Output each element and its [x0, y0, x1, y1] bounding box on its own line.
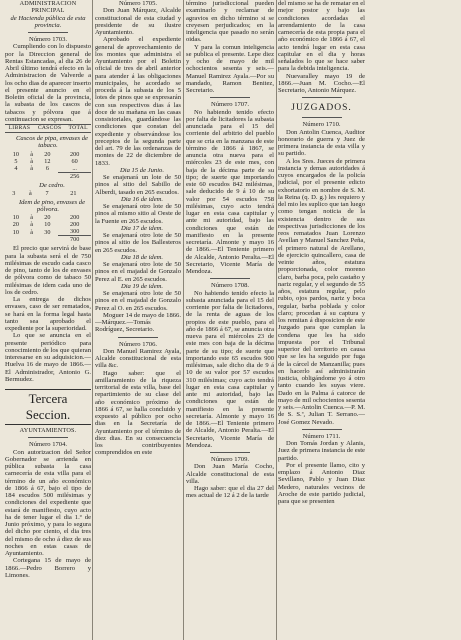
column-rule [92, 0, 93, 640]
notice-paragraph: Cumpliendo con lo dispuesto por la Direccion general de Rentas Estancadas, al dia 26 de Abril último tendrá efecto en la Administracion de Valverde a los ocho dias de aparecer inserto el presente anuncio en el Boletin oficial de la provincia, la subasta de los cascos de tabacos y pólvora que á continuacion se expresan. [5, 43, 91, 123]
notice-paragraph: Cortegana 15 de mayo de 1866.—Pedro Borrero y Limones. [5, 557, 91, 579]
table-row: 20 à 10 200 [12, 221, 80, 229]
date-heading: Dia 15 de Junio. [120, 166, 164, 174]
divider [210, 97, 250, 98]
table-row: 10 à 30 300 [12, 228, 80, 236]
section-heading-juzgados: JUZGADOS. [291, 103, 352, 114]
notice-paragraph: No habiendo tenido efecto por falta de licitadores la subasta anunciada para el 15 del corriente del arbitrio del pueblo que se cria en la manzana de este término de 1866 á 1867, se anuncia otra nueva para el miércoles 23 de este mes, con baja de la décima parte de su tipo; de suerte que importando este 60 escudos 842 milésimas, sale deducido de 9 á 10 de su valor por 54 escudos 758 milésimas, cuyo acto tendrá lugar en esta casa capitular y ante mi autoridad, bajo las condiciones que están de manifiesto en la presente secretaría. Almonte y mayo 16 de 1866.—El Teniente primero de Alcalde, Antonio Peralta.—El Secretario, Vicente María de Mendoza. [186, 108, 274, 275]
divider [28, 32, 68, 33]
notice-paragraph: Lo que se anuncia en el presente periódico para conocimiento de los que quieran interesarse en su adquisicion.—Huelva 16 de mayo de 1866.—El Administrador, Antonio G. Bermudez. [5, 332, 91, 383]
table-caption: De cedro. [39, 181, 65, 189]
notice-paragraph: Se enajenará otro lote de 50 pinos al sitio de los Ballesteros en 265 escudos. [95, 232, 181, 254]
table-total-row: 700 [5, 236, 91, 244]
notice-paragraph: Se enajenará un lote de 50 pinos al sitio del Sabillo de Alberdi, tasado en 265 escudos. [95, 174, 181, 196]
divider [302, 117, 342, 118]
notice-paragraph: Don Juan María Cocho, Alcalde constitucional de esta villa. [186, 463, 274, 485]
notice-paragraph: Por el presente llamo, cito y emplazo á Antonio Diaz Sevillano, Pablo y Juan Diaz Medero, naturales vecinos de Aroche de este partido judicial, para que se presenten [278, 461, 365, 505]
notice-number: Número 1706. [118, 340, 158, 348]
column-2 [95, 0, 181, 640]
date-heading: Dia 18 de idem. [120, 253, 164, 261]
table-header: LIBRAS [5, 125, 34, 133]
office-subheading: de Hacienda pública de esta provincia. [10, 14, 86, 29]
column-rule [276, 0, 277, 640]
notice-number: Número 1710. [302, 121, 341, 129]
table-group-3 [5, 214, 91, 243]
table-row: 4 à 6 ... [14, 164, 77, 172]
notice-paragraph: término jurisdiccional pueden examinarlo y reclamar de agravios en dicho término si se creyesen perjudicados; en la inteligencia que pasado no serán oidas. [186, 0, 274, 44]
column-rule [183, 0, 184, 640]
notice-paragraph: Se enajenará otro lote de 50 pinos en el majadal de Gonzalo Perez al E. en 265 escudos. [95, 261, 181, 283]
notice-paragraph: La entrega de dichos envases, caso de ser rematados, se hará en la forma legal hasta tanto sea aprobado el expediente por la superioridad. [5, 296, 91, 332]
notice-number: Número 1704. [28, 441, 68, 449]
notice-number: Número 1709. [210, 456, 250, 463]
notice-number: Número 1703. [28, 36, 68, 43]
casks-table [5, 124, 91, 133]
section-title: Tercera Seccion. [5, 389, 91, 425]
notice-signature: Moguer 14 de mayo de 1866.—Márquez.—Tomás Rodríguez, Secretario. [95, 311, 181, 334]
table-row: 3 à 7 21 [12, 189, 77, 197]
notice-paragraph: Don Manuel Ramirez Ayala, Alcalde constitucional de esta villa &c. [95, 347, 181, 370]
table-row: 10 à 20 200 [12, 214, 80, 222]
divider [302, 429, 342, 430]
notice-paragraph: A los Sres. Jueces de primera instancia y demas autoridades á cuyos encargados de la policía judicial, por el presente edicto exhortatorio en nombre de S. M. la Reina (q. D. g.) les requiero y del mio les suplico que tan luego como tengan noticia de la existencia dentro de sus respectivas jurisdicciones de los reos rematados Juan Lorenzo Avellan y Manuel Sanchez Peña, el primero natural de Arellano, de ejercicio quincallero, casa de veinte años, estatura proporcionada, color moreno claro, barba poca, pelo castaño y nariz regular, y el segundo de 55 años, estatura regular, pelo rubio, ojos pardos, nariz y boca regular, barba poblada y color claro; procedan á su captura y los remitan á disposicion de este Juzgado para que cumplan la condena que les ha sido impuesta por el Tribunal superior del territorio en causa que se les ha seguido por fuga de la cárcel de Manzanilla; pues en hacerlo así administrarán justicia, obligándome yo á otro tanto cuando les suyas viere. Dado en la Palma á catorce de mayo de mil ochocientos sesenta y seis.—Antolin Cuenca.—P. M. de S. S.ª, Julian T. Serrano.—José Gomez Nevado. [278, 157, 365, 426]
table-row: 5 à 12 60 [14, 157, 78, 165]
divider [210, 278, 250, 279]
table-group-2 [5, 190, 91, 197]
notice-paragraph: Se enajenará otro lote de 50 pinos en el majadal de Gonzalo Perez al O. en 265 escudos. [95, 290, 181, 312]
notice-paragraph: del mismo se ha de rematar en el mejor postor y bajo las condiciones acordadas el arrendamiento de la casa carnecería de esta propia para el año económico de 1866 á 67, el acto tendrá lugar en esta casa capitular en el dia y horas señalados lo que se hace saber para la debida inteligencia. [278, 0, 365, 73]
table-total-row: 256 [5, 172, 91, 180]
notice-paragraph: Y para la comun inteligencia se publica el presente. Lepe diez y ocho de mayo de mil ochocientos sesenta y seis.—Manuel Ramirez Ayala.—Por su mandado, Ramon Benitez, Secretario. [186, 43, 274, 94]
notice-paragraph: Hago saber: que el dia 27 del mes actual de 12 á 2 de la tarde [186, 485, 274, 500]
table-header: CASCOS [34, 125, 65, 133]
column-4 [278, 0, 365, 640]
table-caption: Cascos de pipa, envases de tabaco. [16, 135, 88, 150]
notice-paragraph: Don Tomás Jordan y Alanis, Juez de primera instancia de este partido. [278, 440, 365, 462]
date-heading: Dia 19 de idem. [120, 282, 164, 290]
notice-paragraph: Con autorizacion del Señor Gobernador se arrienda en pública subasta la casa carnecería de esta villa para el término de un año económico de 1866 á 67, bajo el tipo de 184 escudos 500 milésimas y condiciones del expediente que estará de manifiesto, cuyo acto ha de tener lugar el dia 1.º de Junio próximo, y para lo segura del dicho por ciento, el dia tres del mismo de ocho á diez de sus noches en estas casas de Ayuntamiento. [5, 448, 91, 557]
column-1 [5, 0, 91, 640]
notice-signature: Nuevaralley mayo 19 de 1866.—Juan M. Cocho.—El Secretario, Antonio Márquez. [278, 72, 365, 94]
date-heading: Dia 17 de idem. [120, 224, 164, 232]
date-heading: Dia 16 de idem. [120, 195, 164, 203]
notice-paragraph: El precio que servirá de base para la subasta será el de 750 milésimas de escudo cada casco de pino, tanto de los de envases de pólvora como de tabaco 50 milésimas de idem cada uno de los de cedro. [5, 245, 91, 296]
notice-paragraph: No habiendo tenido efecto la subasta anunciada para el 15 del corriente por falta de licitadores, de la renta de aguas de los propios de este pueblo, para el año de 1866 á 67, se anuncia otra nueva para el miércoles 23 de este mes con baja de la décima parte de su tipo; de suerte que importando este 65 escudos 900 milésimas, sale dicho dia de 9 á 10 de su valor por 57 escudos 310 milésimas; cuyo acto tendrá lugar en esta casa capitular y ante mi autoridad, bajo las condiciones que están de manifiesto en la presente secretaría. Almonte y mayo 16 de 1866.—El Teniente primero de Alcalde, Antonio Peralta.—El Secretario, Vicente María de Mendoza. [186, 289, 274, 449]
notice-number: Número 1707. [210, 101, 250, 109]
notice-paragraph: Se enajenará otro lote de 50 pinos al mismo sitio al Oeste de la Fuente en 265 escudos. [95, 203, 181, 225]
notice-number: Número 1708. [210, 282, 250, 290]
notice-paragraph: Hago saber: que el amillaramiento de la riqueza territorial de esta villa, base del repartimiento de su clase del año económico próximo de 1866 á 67, se halla concluido y expuesto al público por ocho dias en la Secretaría de Ayuntamiento por el término de diez dias. En su consecuencia los contribuyentes comprendidos en este [95, 369, 181, 457]
divider [118, 337, 158, 338]
divider [210, 452, 250, 453]
divider [302, 97, 342, 98]
table-header: TOTAL [65, 125, 91, 133]
column-3 [186, 0, 274, 640]
subsection-heading: AYUNTAMIENTOS. [19, 427, 77, 434]
notice-paragraph: Don Juan Márquez, Alcalde constitucional de esta ciudad y presidente de su ilustre Ayuntamiento. [95, 7, 181, 36]
notice-number: Número 1705. [118, 0, 158, 7]
section-heading [5, 389, 91, 425]
notice-number: Número 1711. [302, 432, 341, 440]
table-caption: Idem de pino, envases de pólvora. [18, 198, 86, 213]
table-row: 10 à 20 200 [12, 150, 80, 158]
notice-paragraph: Aprobado el expediente general de aprovechamiento de los montes que administra el Ayuntamiento por el Boletin oficial de tres de abril anterior para atender á las obligaciones municipales, he acordado se proceda á la subasta de los 5 lotes de pinos que se expresarán con sus respectivos dias á las doce de su mañana en las casas consistoriales, guardándose las condiciones que constan del expediente y observándose los preceptos de la segunda parte del art. 79 de las ordenanzas de montes de 22 de diciembre de 1833. [95, 36, 181, 167]
divider [28, 437, 68, 438]
table-group-1 [5, 151, 91, 180]
notice-paragraph: Don Antolin Cuenca, Auditor honorario de guerra y Juez de primera instancia de esta villa y su partido. [278, 128, 365, 158]
office-heading: ADMINISTRACION PRINCIPAL [19, 0, 77, 15]
